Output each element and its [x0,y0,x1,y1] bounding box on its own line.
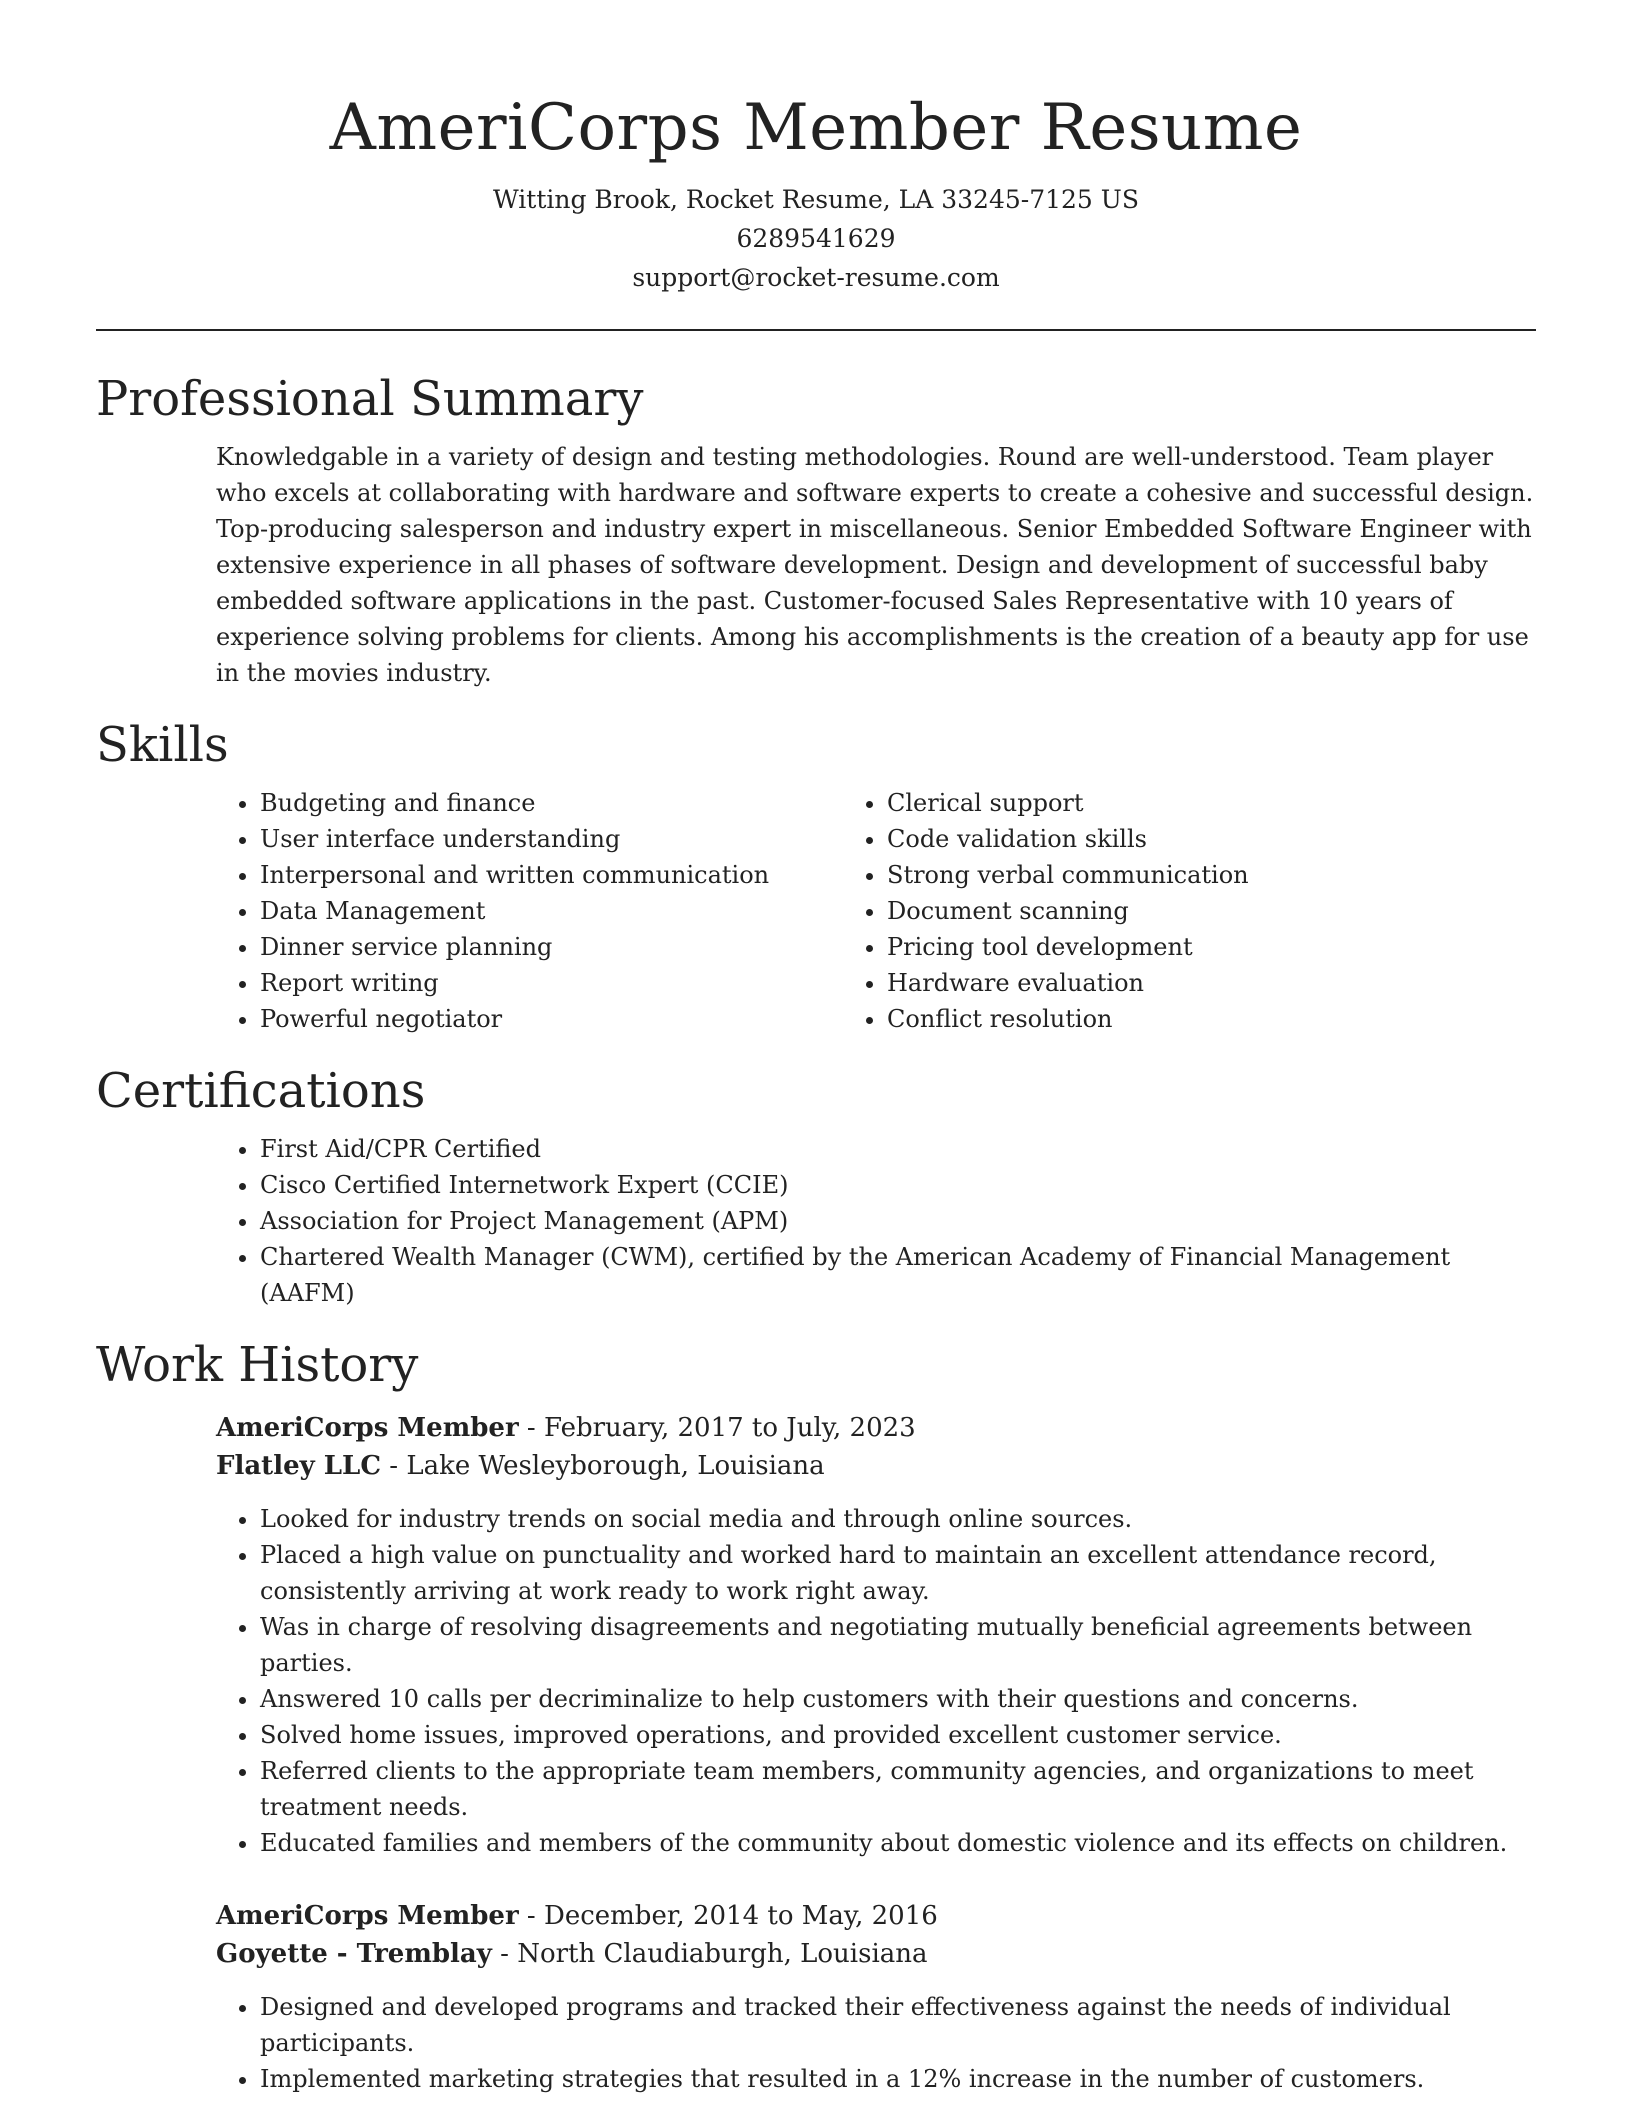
job-bullets [216,1501,1536,1861]
address-text: Witting Brook, Rocket Resume, LA 33245-7125 US [493,185,1139,214]
job-entry [216,1897,1536,2097]
job-bullet: • Solved home issues, improved operations, and provided excellent customer service. [260,1717,1536,1753]
job-dates: - December, 2014 to May, 2016 [526,1901,938,1931]
certifications-section [96,1061,1536,1311]
work-history-heading: Work History [96,1337,419,1393]
skills-section [96,715,1536,1037]
skill-item: • Report writing [260,965,909,1001]
resume-title: AmeriCorps Member Resume [329,91,1303,165]
summary-heading: Professional Summary [96,371,644,427]
job-bullet: • Answered 10 calls per decriminalize to help customers with their questions and concerns. [260,1681,1536,1717]
certifications-heading: Certifications [96,1063,426,1119]
job-entry [216,1409,1536,1861]
skill-item: • Pricing tool development [887,929,1536,965]
job-company: Goyette - Tremblay [216,1939,492,1969]
skill-item: • Interpersonal and written communication [260,857,909,893]
job-title: AmeriCorps Member [216,1901,519,1931]
job-company-line [216,1935,1536,1973]
email-text: support@rocket-resume.com [632,263,1000,292]
skills-list-right [723,785,1536,1037]
skill-item: • Clerical support [887,785,1536,821]
certification-item: • Cisco Certified Internetwork Expert (CCIE) [260,1167,1536,1203]
certification-item: • Chartered Wealth Manager (CWM), certified by the American Academy of Financial Management (AAFM) [260,1239,1536,1311]
skill-item: • Strong verbal communication [887,857,1536,893]
job-company: Flatley LLC [216,1451,382,1481]
job-location: - North Claudiaburgh, Louisiana [500,1939,928,1969]
skill-item: • Data Management [260,893,909,929]
skill-item: • Document scanning [887,893,1536,929]
skills-columns [96,785,1536,1037]
phone-text: 6289541629 [736,224,896,253]
job-bullet: • Designed and developed programs and tracked their effectiveness against the needs of individual participants. [260,1989,1536,2061]
skill-item: • Budgeting and finance [260,785,909,821]
skill-item: • Hardware evaluation [887,965,1536,1001]
job-bullet: • Educated families and members of the community about domestic violence and its effects on children. [260,1825,1536,1861]
skills-heading: Skills [96,717,229,773]
job-title: AmeriCorps Member [216,1413,519,1443]
job-bullets [216,1989,1536,2097]
job-title-line [216,1897,1536,1935]
certification-item: • Association for Project Management (APM) [260,1203,1536,1239]
job-bullet: • Was in charge of resolving disagreements and negotiating mutually beneficial agreements between parties. [260,1609,1536,1681]
skill-item: • Code validation skills [887,821,1536,857]
work-history-section [96,1335,1536,2097]
skill-item: • Dinner service planning [260,929,909,965]
job-bullet: • Implemented marketing strategies that resulted in a 12% increase in the number of customers. [260,2061,1536,2097]
summary-section [96,369,1536,691]
job-company-line [216,1447,1536,1485]
job-dates: - February, 2017 to July, 2023 [526,1413,916,1443]
job-location: - Lake Wesleyborough, Louisiana [389,1451,825,1481]
skill-item: • Conflict resolution [887,1001,1536,1037]
skill-item: • Powerful negotiator [260,1001,909,1037]
resume-page [96,0,1536,2097]
job-bullet: • Placed a high value on punctuality and worked hard to maintain an excellent attendance record, consistently arriving at work ready to work right away. [260,1537,1536,1609]
certification-item: • First Aid/CPR Certified [260,1131,1536,1167]
contact-block [96,180,1536,297]
job-bullet: • Looked for industry trends on social media and through online sources. [260,1501,1536,1537]
header-divider [96,329,1536,331]
skill-item: • User interface understanding [260,821,909,857]
certifications-list [96,1131,1536,1311]
job-title-line [216,1409,1536,1447]
job-bullet: • Referred clients to the appropriate team members, community agencies, and organizations to meet treatment needs. [260,1753,1536,1825]
summary-text: Knowledgable in a variety of design and testing methodologies. Round are well-understood. Team player who excels at collaborating with hardware and software experts to create a cohesive and successful design. Top-producing salesperson and industry expert in miscellaneous. Senior Embedded Software Engineer with extensive experience in all phases of software development. Design and development of successful baby embedded software applications in the past. Customer-focused Sales Representative with 10 years of experience solving problems for clients. Among his accomplishments is the creation of a beauty app for use in the movies industry. [216,443,1534,687]
